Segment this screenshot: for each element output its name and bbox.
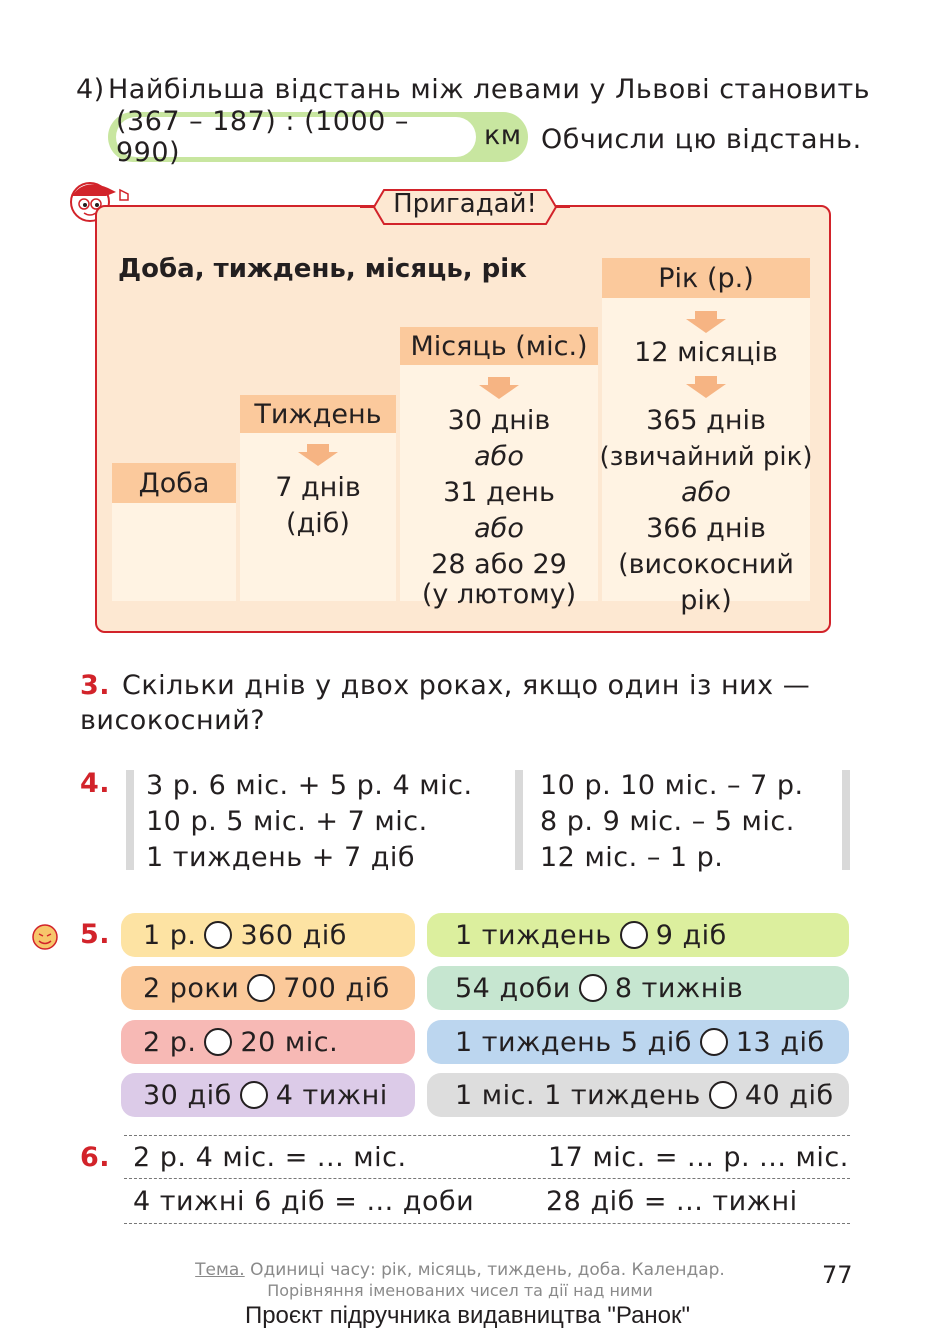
expression-item: 8 р. 9 міс. – 5 міс. <box>540 806 795 837</box>
compare-circle[interactable] <box>579 974 607 1002</box>
comparison-card: 1 р. 360 діб <box>121 913 415 957</box>
arrow-down-icon <box>695 311 717 319</box>
year-top-text: 12 місяців <box>634 337 778 368</box>
arrow-down-icon <box>298 452 338 466</box>
comparison-card: 30 діб 4 тижні <box>121 1073 415 1117</box>
dashed-line <box>124 1223 850 1224</box>
day-header: Доба <box>112 463 236 503</box>
prev-task-line1: Найбільша відстань між левами у Львові становить <box>108 74 871 105</box>
week-text: 7 днів (діб) <box>275 472 361 539</box>
comparison-card: 1 тиждень 5 діб 13 діб <box>427 1020 849 1064</box>
comparison-card: 1 тиждень 9 діб <box>427 913 849 957</box>
comparison-card: 2 роки 700 діб <box>121 966 415 1010</box>
expression-box <box>116 106 476 168</box>
task6-number: 6. <box>80 1142 111 1173</box>
task3-line1: Скільки днів у двох роках, якщо один із них — <box>122 670 811 701</box>
compare-circle[interactable] <box>247 974 275 1002</box>
smiley-icon <box>30 922 60 952</box>
task4-number: 4. <box>80 768 111 799</box>
year-text: 365 днів (звичайний рік) або 366 днів (високосний рік) <box>599 405 813 616</box>
remember-title-banner <box>360 186 570 228</box>
compare-circle[interactable] <box>620 921 648 949</box>
month-header: Місяць (міс.) <box>400 327 598 365</box>
divider-bar <box>842 770 850 870</box>
arrow-down-icon <box>695 376 717 384</box>
divider-bar <box>515 770 523 870</box>
expression-unit: км <box>484 120 522 151</box>
year-header: Рік (р.) <box>602 258 810 298</box>
expression-item: 1 тиждень + 7 діб <box>146 842 416 873</box>
arrow-down-icon <box>479 385 519 399</box>
prev-task-number: 4) <box>76 74 105 105</box>
remember-title: Пригадай! <box>393 189 537 219</box>
arrow-down-icon <box>307 444 329 452</box>
comparison-card: 54 доби 8 тижнів <box>427 966 849 1010</box>
remember-heading: Доба, тиждень, місяць, рік <box>118 254 527 284</box>
prev-task-tail: Обчисли цю відстань. <box>541 124 862 155</box>
arrow-down-icon <box>488 377 510 385</box>
week-header: Тиждень <box>240 395 396 433</box>
expression-item: 10 р. 10 міс. – 7 р. <box>540 770 804 801</box>
compare-circle[interactable] <box>240 1081 268 1109</box>
task6-item: 28 діб = ... тижні <box>546 1186 798 1217</box>
expression: (367 – 187) : (1000 – 990) <box>116 106 409 168</box>
task3-line2: високосний? <box>80 705 266 736</box>
task6-item: 4 тижні 6 діб = ... доби <box>133 1186 475 1217</box>
month-text: 30 днів або 31 день або 28 або 29 (у лютому) <box>421 405 577 610</box>
footer-topic-line2: Порівняння іменованих чисел та дії над ними <box>267 1281 653 1300</box>
expression-item: 12 міс. – 1 р. <box>540 842 724 873</box>
task6-item: 2 р. 4 міс. = ... міс. <box>133 1142 407 1173</box>
task3-number: 3. <box>80 670 111 701</box>
compare-circle[interactable] <box>709 1081 737 1109</box>
task6-item: 17 міс. = ... р. ... міс. <box>548 1142 849 1173</box>
footer-topic: Тема. Одиниці часу: рік, місяць, тиждень, доба. Календар. <box>195 1260 725 1280</box>
arrow-down-icon <box>686 384 726 398</box>
compare-circle[interactable] <box>204 921 232 949</box>
expression-item: 3 р. 6 міс. + 5 р. 4 міс. <box>146 770 473 801</box>
comparison-card: 1 міс. 1 тиждень 40 діб <box>427 1073 849 1117</box>
arrow-down-icon <box>686 319 726 333</box>
dashed-line <box>124 1135 850 1136</box>
dashed-line <box>124 1178 850 1179</box>
task5-number: 5. <box>80 919 111 950</box>
compare-circle[interactable] <box>204 1028 232 1056</box>
publisher-note: Проєкт підручника видавництва "Ранок" <box>244 1302 691 1329</box>
task4-left-list <box>146 768 473 876</box>
expression-item: 10 р. 5 міс. + 7 міс. <box>146 806 428 837</box>
comparison-card: 2 р. 20 міс. <box>121 1020 415 1064</box>
divider-bar <box>126 770 134 870</box>
compare-circle[interactable] <box>700 1028 728 1056</box>
task4-right-list <box>540 768 804 876</box>
page-number: 77 <box>822 1261 853 1289</box>
